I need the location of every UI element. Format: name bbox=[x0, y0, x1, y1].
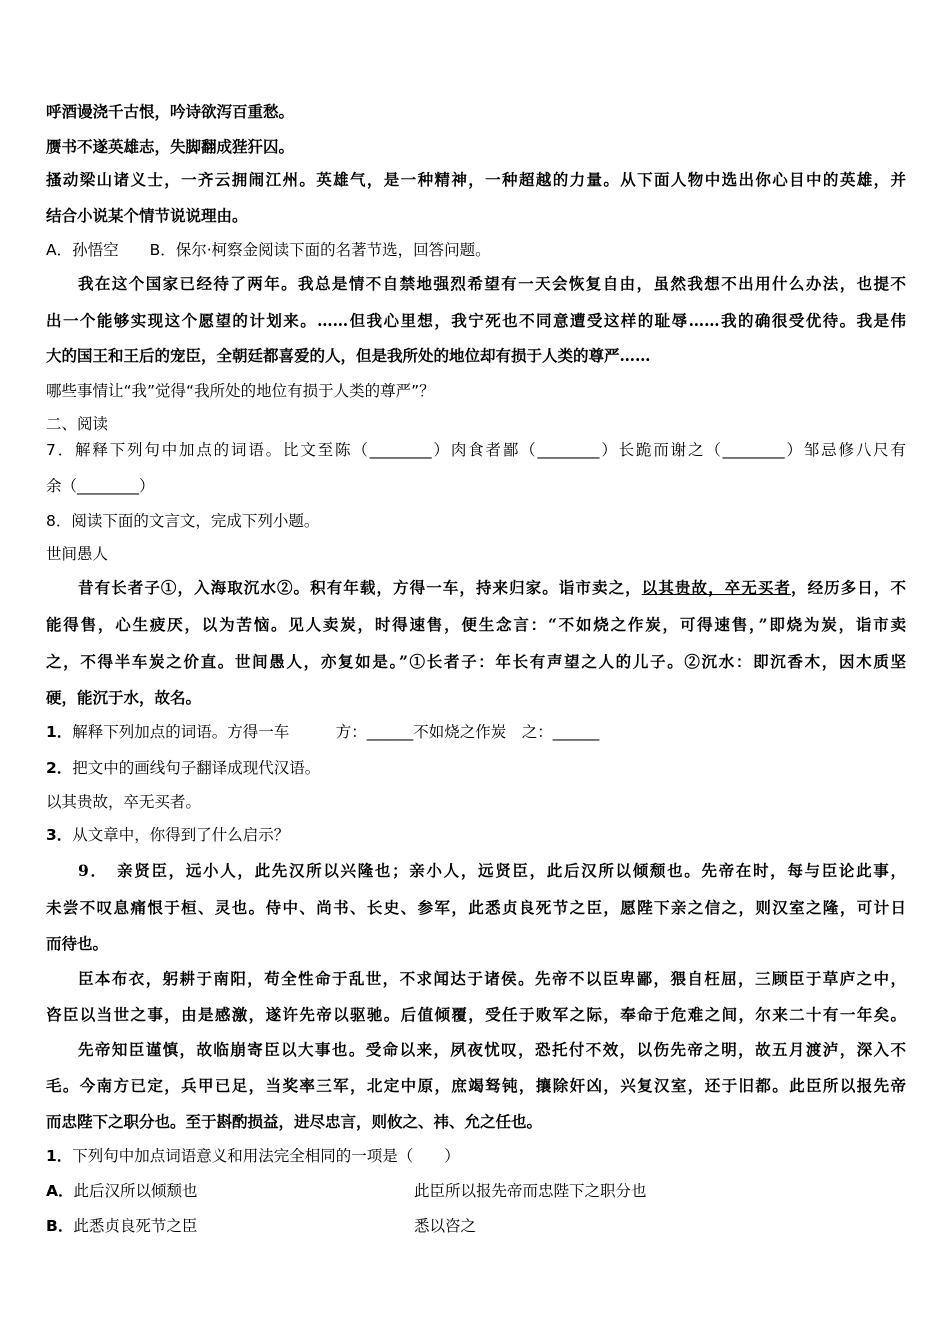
gulliver-question: 哪些事情让“我”觉得“我所处的地位有损于人类的尊严”？ bbox=[46, 382, 435, 400]
q8-intro: 8．阅读下面的文言文，完成下列小题。 bbox=[46, 512, 320, 530]
q8-passage-line-1: 昔有长者子①，入海取沉水②。积有年载，方得一车，持来归家。诣市卖之，以其贵故，卒无买者，经历多日，不 bbox=[78, 578, 906, 597]
q8-passage-line-3: 之，不得半车炭之价直。世间愚人，亦复如是。”①长者子：年长有声望之人的儿子。②沉水：即沉香木，因木质坚 bbox=[46, 652, 906, 671]
q9-line-5: 咨臣以当世之事，由是感激，遂许先帝以驱驰。后值倾覆，受任于败军之际，奉命于危难之间，尔来二十有一年矣。 bbox=[46, 1005, 906, 1024]
q9-line-8: 而忠陛下之职分也。至于斟酌损益，进尽忠言，则攸之、祎、允之任也。 bbox=[46, 1112, 543, 1131]
q9-line-7: 毛。今南方已定，兵甲已足，当奖率三军，北定中原，庶竭驽钝，攘除奸凶，兴复汉室，还于旧都。此臣所以报先帝 bbox=[46, 1076, 906, 1095]
underlined-sentence: 以其贵故，卒无买者 bbox=[641, 578, 791, 597]
q9-sub-1: 1．下列句中加点词语意义和用法完全相同的一项是（ ） bbox=[46, 1147, 460, 1165]
q9-line-1: 9． 亲贤臣，远小人，此先汉所以兴隆也；亲小人，远贤臣，此后汉所以倾颓也。先帝在时，每与臣论此事， bbox=[78, 861, 906, 880]
gulliver-line-1: 我在这个国家已经待了两年。我总是情不自禁地强烈希望有一天会恢复自由，虽然我想不出用什么办法，也提不 bbox=[78, 274, 906, 293]
poem-line-1: 呼酒谩浇千古恨，吟诗欲泻百重愁。 bbox=[46, 102, 295, 121]
gulliver-line-3: 大的国王和王后的宠臣，全朝廷都喜爱的人，但是我所处的地位却有损于人类的尊严…… bbox=[46, 346, 651, 365]
q8-passage-title: 世间愚人 bbox=[46, 545, 109, 563]
q9-option-b[interactable]: B．此悉贞良死节之臣 悉以咨之 bbox=[46, 1217, 477, 1235]
gulliver-line-2: 出一个能够实现这个愿望的计划来。……但我心里想，我宁死也不同意遭受这样的耻辱……我的确很受优待。我是伟 bbox=[46, 311, 906, 330]
section-heading: 二、阅读 bbox=[46, 415, 109, 433]
poem-line-3: 搔动梁山诸义士，一齐云拥闹江州。英雄气，是一种精神，一种超越的力量。从下面人物中选出你心目中的英雄，并 bbox=[46, 170, 906, 189]
q8-passage-line-4: 硬，能沉于水，故名。 bbox=[46, 688, 202, 707]
q8-sub-1: 1．解释下列加点的词语。方得一车 方：______不如烧之作炭 之：______ bbox=[46, 723, 600, 741]
q9-line-6: 先帝知臣谨慎，故临崩寄臣以大事也。受命以来，夙夜忧叹，恐托付不效，以伤先帝之明，故五月渡泸，深入不 bbox=[78, 1040, 906, 1059]
q8-sub-2-sentence: 以其贵故，卒无买者。 bbox=[46, 793, 202, 811]
q9-line-3: 而待也。 bbox=[46, 934, 109, 953]
poem-line-2: 赝书不遂英雄志，失脚翻成狴犴囚。 bbox=[46, 137, 295, 156]
q8-passage-line-2: 能得售，心生疲厌，以为苦恼。见人卖炭，时得速售，便生念言：“不如烧之作炭，可得速售，”即烧为炭，诣市卖 bbox=[46, 615, 906, 634]
q8-sub-3: 3．从文章中，你得到了什么启示？ bbox=[46, 826, 290, 844]
q9-option-a[interactable]: A．此后汉所以倾颓也 此臣所以报先帝而忠陛下之职分也 bbox=[46, 1182, 647, 1200]
q9-line-2: 未尝不叹息痛恨于桓、灵也。侍中、尚书、长史、参军，此悉贞良死节之臣，愿陛下亲之信之，则汉室之隆，可计日 bbox=[46, 898, 906, 917]
q7-line-1: 7．解释下列句中加点的词语。比文至陈（________）肉食者鄙（________）长跪而谢之（________）邹忌修八尺有 bbox=[46, 441, 906, 459]
q7-line-2: 余（________） bbox=[46, 477, 155, 495]
q8-sub-2: 2．把文中的画线句子翻译成现代汉语。 bbox=[46, 759, 321, 777]
q6-options: A．孙悟空 B．保尔·柯察金阅读下面的名著节选，回答问题。 bbox=[46, 241, 491, 259]
poem-line-4: 结合小说某个情节说说理由。 bbox=[46, 206, 248, 225]
q9-line-4: 臣本布衣，躬耕于南阳，苟全性命于乱世，不求闻达于诸侯。先帝不以臣卑鄙，猥自枉屈，三顾臣于草庐之中， bbox=[78, 969, 906, 988]
